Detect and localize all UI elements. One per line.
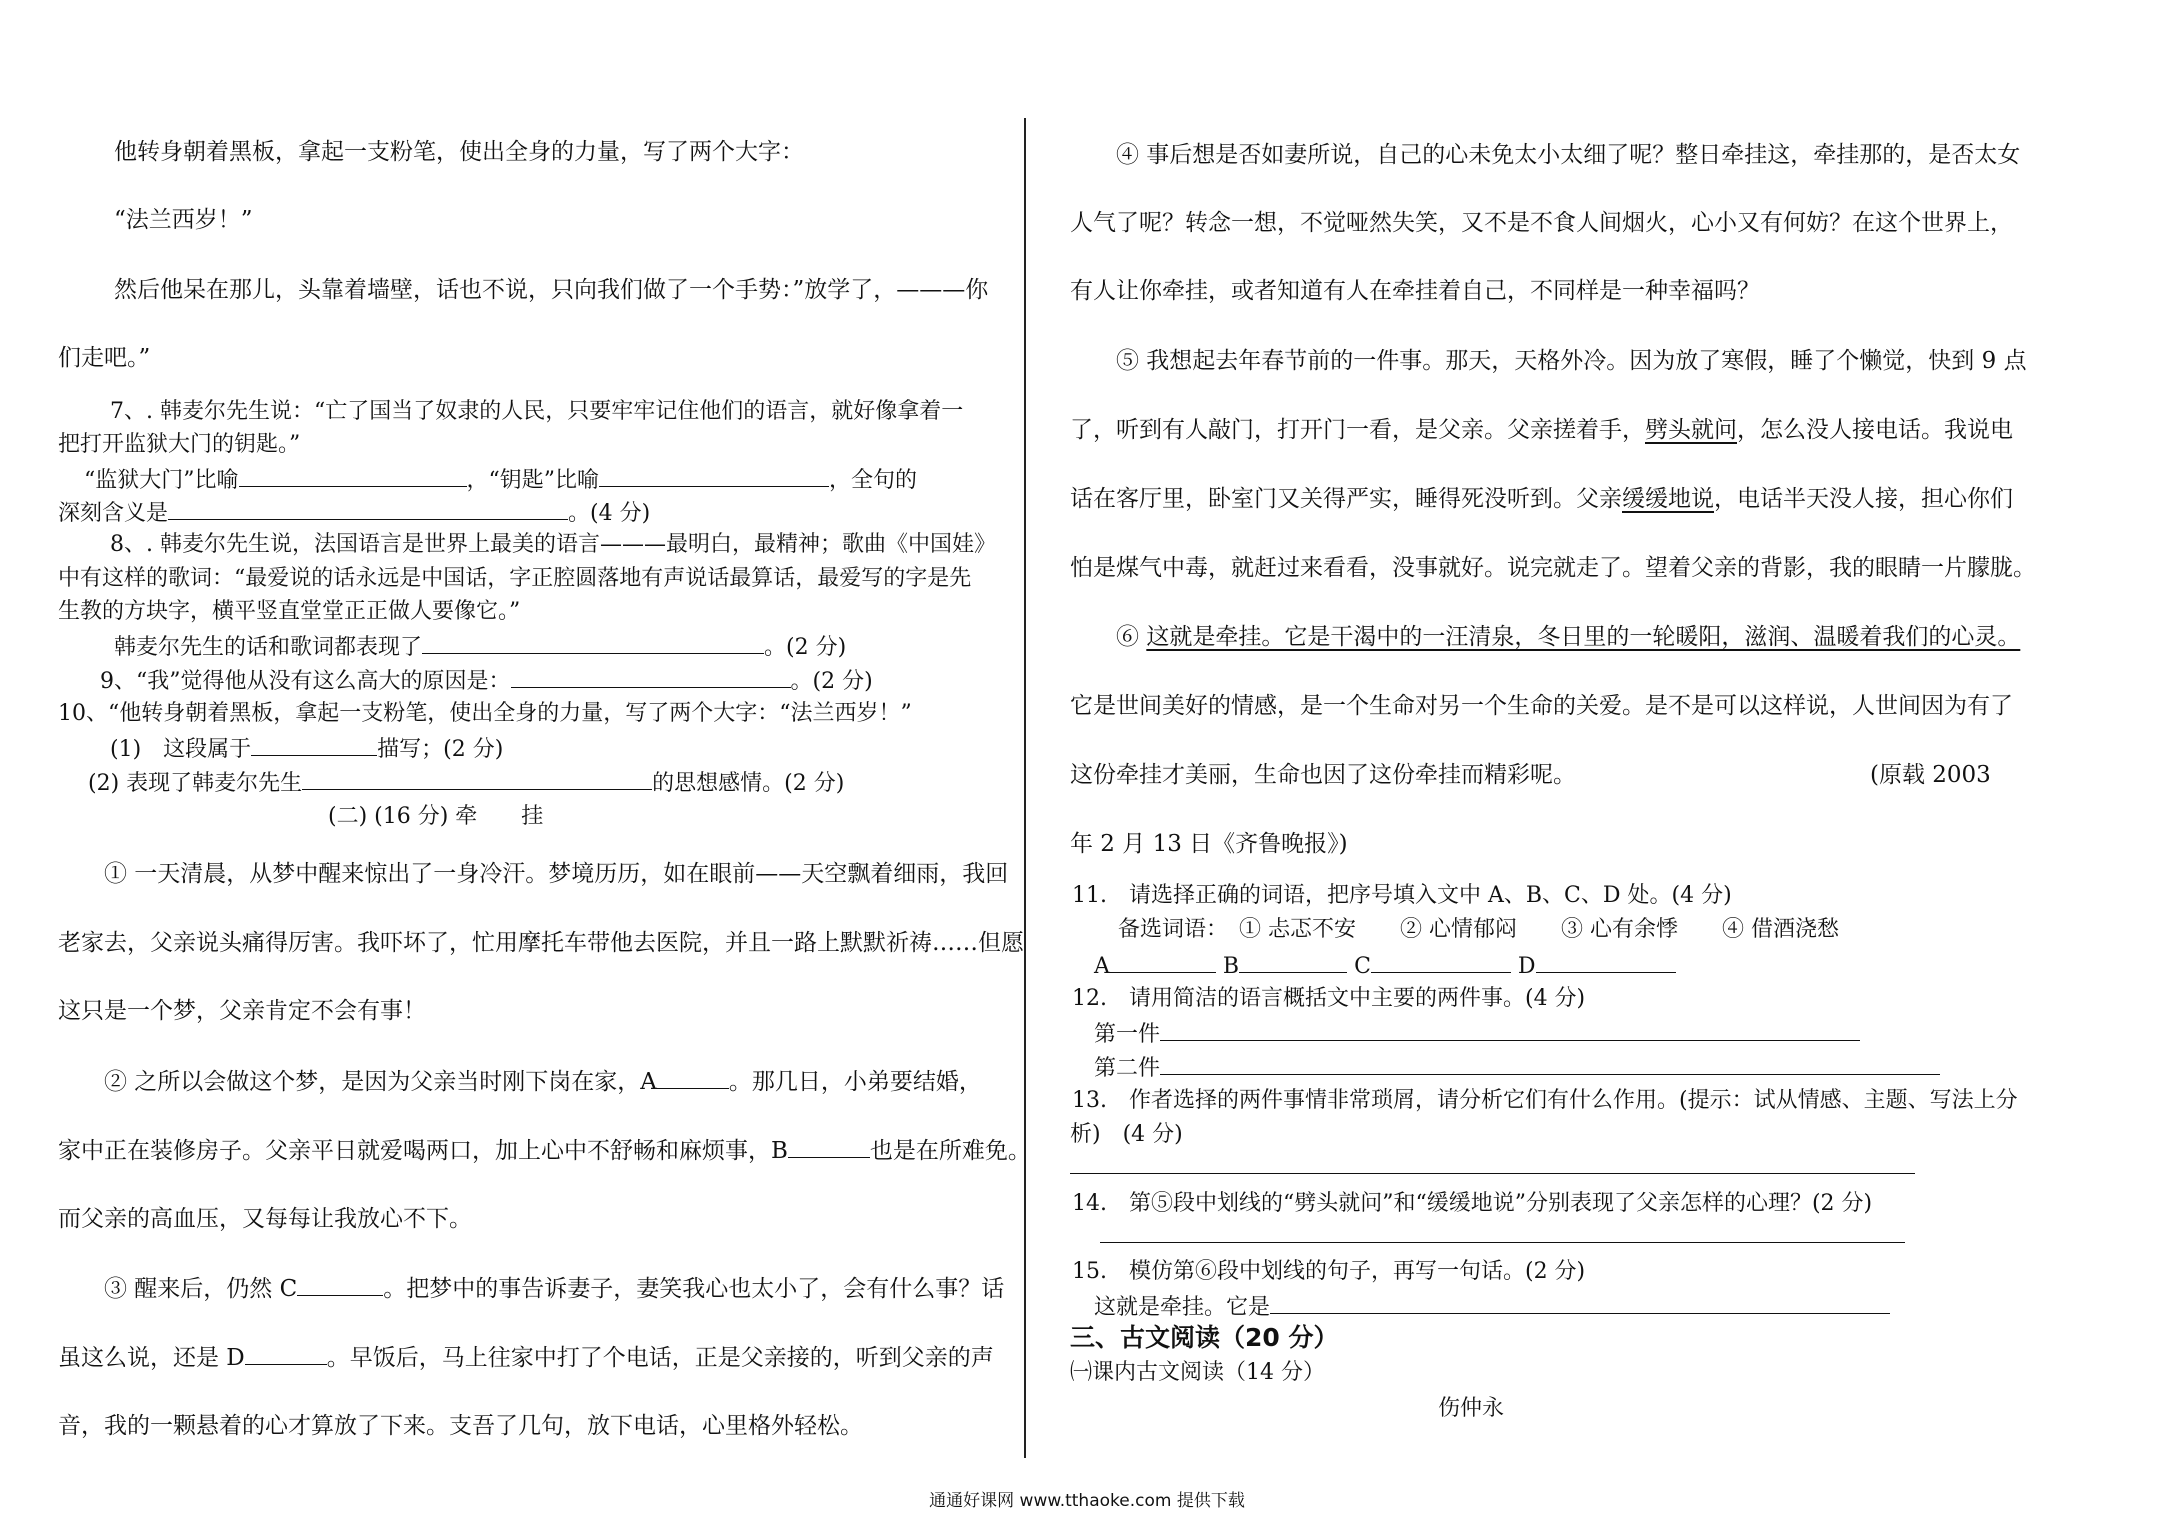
classical-text-title: 伤仲永 — [1438, 1396, 1505, 1421]
label-c: C — [1354, 954, 1371, 979]
question-13: 析) (4 分) — [1070, 1122, 1183, 1147]
text: 韩麦尔先生的话和歌词都表现了 — [114, 635, 423, 660]
story-para-2 — [58, 1135, 1031, 1166]
para-line: “法兰西岁！” — [114, 207, 253, 233]
text: 了，听到有人敲门，打开门一看，是父亲。父亲搓着手， — [1070, 417, 1645, 443]
question-10-1 — [110, 733, 503, 765]
text: 。早饭后，马上往家中打了个电话，正是父亲接的，听到父亲的声 — [326, 1345, 994, 1371]
text: ③ 醒来后，仍然 C — [104, 1276, 298, 1302]
question-12-second — [1094, 1052, 1940, 1084]
para-line: 他转身朝着黑板，拿起一支粉笔，使出全身的力量，写了两个大字： — [114, 139, 804, 165]
source-note: (原载 2003 — [1870, 762, 1991, 788]
question-9 — [100, 665, 873, 697]
section-2-title: (二) (16 分) 牵 挂 — [328, 804, 544, 829]
answer-blank[interactable] — [422, 631, 764, 654]
text: “监狱大门”比喻 — [84, 468, 239, 493]
text: 。把梦中的事告诉妻子，妻笑我心也太小了，会有什么事？话 — [383, 1276, 1005, 1302]
text: ，电话半天没人接，担心你们 — [1714, 486, 2013, 512]
text: ⑥ — [1116, 624, 1147, 650]
blank-b[interactable] — [788, 1135, 870, 1158]
text: 这就是牵挂。它是 — [1094, 1295, 1271, 1320]
section-3-subtitle: ㈠课内古文阅读（14 分） — [1070, 1360, 1325, 1385]
question-7: 把打开监狱大门的钥匙。” — [58, 432, 301, 457]
story-para-1: 老家去，父亲说头痛得厉害。我吓坏了，忙用摩托车带他去医院，并且一路上默默祈祷……但愿 — [58, 930, 1024, 956]
question-11-options: 备选词语： ① 忐忑不安 ② 心情郁闷 ③ 心有余悸 ④ 借酒浇愁 — [1118, 917, 1839, 942]
text: 。那几日，小弟要结婚， — [728, 1069, 982, 1095]
underlined-phrase: 劈头就问 — [1645, 417, 1737, 443]
answer-blank[interactable] — [239, 464, 467, 487]
answer-blank[interactable] — [168, 497, 568, 520]
para-line: 然后他呆在那儿，头靠着墙壁，话也不说，只向我们做了一个手势：”放学了，———你 — [114, 277, 989, 303]
question-12-first — [1094, 1018, 1860, 1050]
question-10-2 — [88, 767, 844, 799]
story-para-5: 怕是煤气中毒，就赶过来看看，没事就好。说完就走了。望着父亲的背影，我的眼睛一片朦胧。 — [1070, 555, 2036, 581]
answer-blank[interactable] — [511, 665, 791, 688]
text: 第一件 — [1094, 1022, 1161, 1047]
question-8: 8、. 韩麦尔先生说，法国语言是世界上最美的语言———最明白，最精神；歌曲《中国娃》 — [110, 532, 996, 557]
text: 描写；(2 分) — [377, 737, 504, 762]
story-para-3 — [58, 1342, 994, 1373]
text: 虽这么说，还是 D — [58, 1345, 245, 1371]
question-15-answer — [1094, 1291, 1890, 1323]
story-para-6: 这份牵挂才美丽，生命也因了这份牵挂而精彩呢。 — [1070, 762, 1576, 788]
text: 的思想感情。(2 分) — [652, 771, 845, 796]
question-13: 13. 作者选择的两件事情非常琐屑，请分析它们有什么作用。(提示：试从情感、主题、写法上分 — [1072, 1088, 2018, 1113]
blank-d[interactable] — [245, 1342, 327, 1365]
label-a: A — [1094, 954, 1110, 979]
label-d: D — [1517, 954, 1536, 979]
answer-blank[interactable] — [599, 464, 829, 487]
story-para-2 — [104, 1066, 982, 1097]
blank-c[interactable] — [297, 1273, 383, 1296]
answer-blank-d[interactable] — [1536, 950, 1676, 973]
text: 第二件 — [1094, 1056, 1161, 1081]
story-para-3 — [104, 1273, 1004, 1304]
section-3-title: 三、古文阅读（20 分） — [1070, 1323, 1339, 1352]
text: 话在客厅里，卧室门又关得严实，睡得死没听到。父亲 — [1070, 486, 1622, 512]
text: 9、“我”觉得他从没有这么高大的原因是： — [100, 669, 511, 694]
text: ，“钥匙”比喻 — [466, 468, 599, 493]
question-7-blanks — [84, 464, 917, 496]
page-footer: 通通好课网 www.tthaoke.com 提供下载 — [929, 1491, 1245, 1511]
answer-line[interactable] — [1100, 1242, 1905, 1243]
story-para-4: 有人让你牵挂，或者知道有人在牵挂着自己，不同样是一种幸福吗？ — [1070, 278, 1760, 304]
story-para-4: ④ 事后想是否如妻所说，自己的心未免太小太细了呢？整日牵挂这，牵挂那的，是否太女 — [1116, 142, 2021, 168]
answer-blank[interactable] — [302, 767, 652, 790]
story-para-4: 人气了呢？转念一想，不觉哑然失笑，又不是不食人间烟火，心小又有何妨？在这个世界上， — [1070, 210, 2013, 236]
text: 也是在所难免。 — [869, 1138, 1031, 1164]
answer-blank[interactable] — [1160, 1018, 1860, 1041]
text: 。(2 分) — [764, 635, 847, 660]
answer-blank[interactable] — [1270, 1291, 1890, 1314]
question-8: 中有这样的歌词：“最爱说的话永远是中国话，字正腔圆落地有声说话最算话，最爱写的字是先 — [58, 566, 972, 591]
underlined-phrase: 缓缓地说 — [1622, 486, 1714, 512]
text: 家中正在装修房子。父亲平日就爱喝两口，加上心中不舒畅和麻烦事，B — [58, 1138, 788, 1164]
text: 。(4 分) — [568, 501, 651, 526]
text: (1) 这段属于 — [110, 737, 252, 762]
answer-blank-b[interactable] — [1239, 950, 1347, 973]
question-10: 10、“他转身朝着黑板，拿起一支粉笔，使出全身的力量，写了两个大字：“法兰西岁！” — [58, 701, 912, 726]
answer-line[interactable] — [1070, 1173, 1915, 1174]
answer-blank[interactable] — [1160, 1052, 1940, 1075]
question-14: 14. 第⑤段中划线的“劈头就问”和“缓缓地说”分别表现了父亲怎样的心理？(2 分) — [1072, 1191, 1873, 1216]
blank-a[interactable] — [657, 1066, 729, 1089]
story-para-3: 音，我的一颗悬着的心才算放了下来。支吾了几句，放下电话，心里格外轻松。 — [58, 1413, 863, 1439]
text: (2) 表现了韩麦尔先生 — [88, 771, 303, 796]
answer-blank-a[interactable] — [1110, 950, 1216, 973]
answer-blank[interactable] — [251, 733, 377, 756]
story-para-6 — [1116, 622, 2020, 652]
story-para-6: 它是世间美好的情感，是一个生命对另一个生命的关爱。是不是可以这样说，人世间因为有了 — [1070, 693, 2013, 719]
text: ，全句的 — [829, 468, 918, 493]
text: 深刻含义是 — [58, 501, 169, 526]
question-11-blanks — [1094, 950, 1676, 982]
question-7: 7、. 韩麦尔先生说：“亡了国当了奴隶的人民，只要牢牢记住他们的语言，就好像拿着一 — [110, 399, 964, 424]
column-divider — [1024, 118, 1026, 1458]
para-line: 们走吧。” — [58, 345, 151, 371]
text: ② 之所以会做这个梦，是因为父亲当时刚下岗在家，A — [104, 1069, 657, 1095]
label-b: B — [1222, 954, 1240, 979]
story-para-5 — [1070, 415, 2013, 445]
question-12: 12. 请用简洁的语言概括文中主要的两件事。(4 分) — [1072, 986, 1586, 1011]
story-para-2: 而父亲的高血压，又每每让我放心不下。 — [58, 1206, 472, 1232]
question-7-meaning — [58, 497, 650, 529]
underlined-sentence: 这就是牵挂。它是干渴中的一汪清泉，冬日里的一轮暖阳，滋润、温暖着我们的心灵。 — [1146, 624, 2021, 650]
text: 。(2 分) — [790, 669, 873, 694]
story-para-5: ⑤ 我想起去年春节前的一件事。那天，天格外冷。因为放了寒假，睡了个懒觉，快到 9 点 — [1116, 348, 2027, 374]
text: ，怎么没人接电话。我说电 — [1737, 417, 2013, 443]
question-8-answer — [114, 631, 846, 663]
story-para-1: 这只是一个梦，父亲肯定不会有事！ — [58, 998, 426, 1024]
story-para-1: ① 一天清晨，从梦中醒来惊出了一身冷汗。梦境历历，如在眼前——天空飘着细雨，我回 — [104, 861, 1009, 887]
source-note: 年 2 月 13 日《齐鲁晚报》) — [1070, 831, 1348, 857]
story-para-5 — [1070, 484, 2013, 514]
answer-blank-c[interactable] — [1371, 950, 1511, 973]
question-11: 11. 请选择正确的词语，把序号填入文中 A、B、C、D 处。(4 分) — [1072, 883, 1732, 908]
question-8: 生教的方块字，横平竖直堂堂正正做人要像它。” — [58, 599, 521, 624]
question-15: 15. 模仿第⑥段中划线的句子，再写一句话。(2 分) — [1072, 1259, 1586, 1284]
